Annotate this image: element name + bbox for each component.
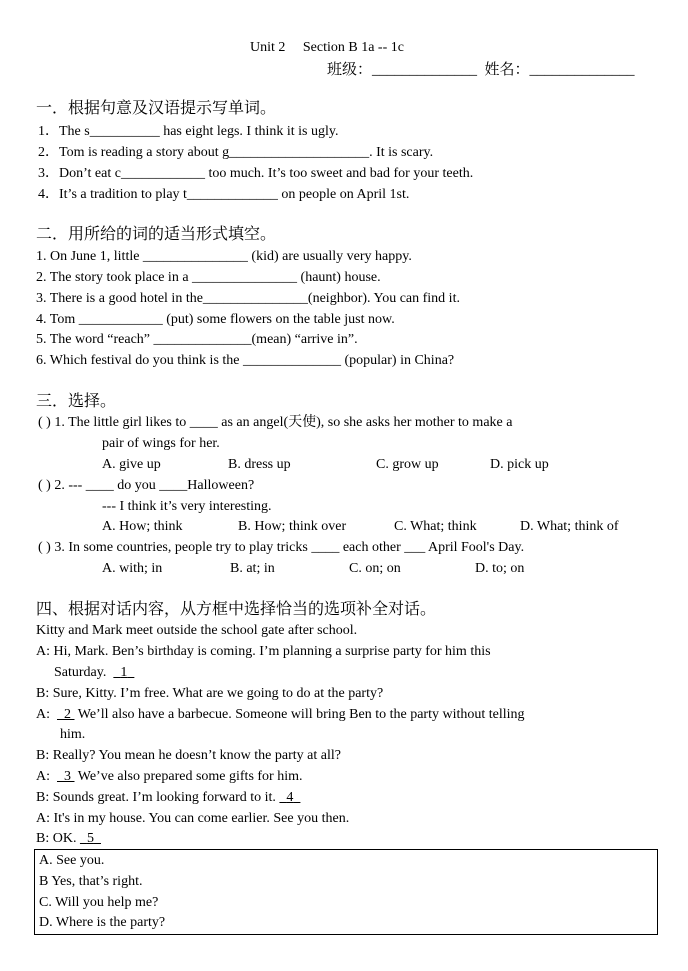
s2-item-1: 1. On June 1, little _______________ (kid) are usually very happy.	[36, 249, 412, 264]
blank-5	[80, 831, 101, 846]
s4-intro: Kitty and Mark meet outside the school gate after school.	[36, 623, 358, 638]
blank-5-number: 5	[86, 831, 94, 846]
s1-item-4: 4．It’s a tradition to play t_____________ on people on April 1st.	[38, 187, 410, 202]
s4-dialog-a3	[36, 767, 303, 787]
section-3-heading: 三．选择。	[36, 393, 117, 410]
section-1-heading: 一．根据句意及汉语提示写单词。	[36, 100, 277, 117]
s3-q1-option-c: C. grow up	[376, 457, 439, 472]
options-box	[34, 849, 658, 935]
class-label: 班级：	[327, 62, 373, 78]
option-a: A. See you.	[39, 853, 105, 868]
section-2-heading: 二．用所给的词的适当形式填空。	[36, 226, 277, 243]
s3-q1-option-a: A. give up	[102, 457, 161, 472]
s3-q2-stem-cont: --- I think it’s very interesting.	[102, 499, 272, 514]
s3-q1-stem-cont: pair of wings for her.	[102, 436, 220, 451]
s4-dialog-b4	[36, 829, 101, 849]
s4-dialog-a2-cont: him.	[60, 727, 86, 742]
s4-dialog-a1-cont-text: Saturday.	[54, 665, 107, 680]
blank-4	[279, 790, 300, 805]
s1-item-3: 3．Don’t eat c____________ too much. It’s too sweet and bad for your teeth.	[38, 166, 474, 181]
blank-1	[113, 665, 134, 680]
s3-q3-option-d: D. to; on	[475, 561, 525, 576]
name-label: 姓名：	[484, 62, 530, 78]
title-section: Section B 1a -- 1c	[302, 40, 404, 55]
s3-q2-option-a: A. How; think	[102, 519, 183, 534]
option-c: C. Will you help me?	[39, 895, 159, 910]
s3-q3-option-a: A. with; in	[102, 561, 163, 576]
s2-item-6: 6. Which festival do you think is the ______________ (popular) in China?	[36, 353, 455, 368]
section-4-heading: 四、根据对话内容，从方框中选择恰当的选项补全对话。	[36, 601, 437, 618]
s4-speaker-a: A:	[36, 707, 50, 722]
class-name-line	[327, 60, 635, 80]
option-d: D. Where is the party?	[39, 915, 166, 930]
s3-q3-option-b: B. at; in	[230, 561, 275, 576]
blank-3-number: 3	[64, 769, 71, 784]
s3-q1-stem: ( ) 1. The little girl likes to ____ as an angel(天使), so she asks her mother to make a	[38, 415, 513, 430]
s4-dialog-b1: B: Sure, Kitty. I’m free. What are we going to do at the party?	[36, 686, 384, 701]
s4-dialog-b2: B: Really? You mean he doesn’t know the party at all?	[36, 748, 341, 763]
blank-1-number: 1	[120, 665, 128, 680]
option-b: B Yes, that’s right.	[39, 874, 143, 889]
s4-dialog-a2-text: We’ll also have a barbecue. Someone will bring Ben to the party without telling	[77, 707, 525, 722]
s3-q3-stem: ( ) 3. In some countries, people try to play tricks ____ each other ___ April Fool's Day.	[38, 540, 525, 555]
s1-item-1: 1．The s__________ has eight legs. I think it is ugly.	[38, 124, 339, 139]
s4-dialog-b3	[36, 788, 300, 808]
class-blank[interactable]: ______________	[372, 62, 478, 78]
s4-dialog-b4-text: B: OK.	[36, 831, 77, 846]
s3-q2-option-c: C. What; think	[394, 519, 477, 534]
name-blank[interactable]: ______________	[529, 62, 635, 78]
s4-dialog-b3-text: B: Sounds great. I’m looking forward to it.	[36, 790, 276, 805]
s4-dialog-a1-cont	[54, 663, 134, 683]
s3-q2-stem: ( ) 2. --- ____ do you ____Halloween?	[38, 478, 255, 493]
s3-q2-option-b: B. How; think over	[238, 519, 347, 534]
blank-4-number: 4	[286, 790, 294, 805]
s2-item-2: 2. The story took place in a _______________ (haunt) house.	[36, 270, 381, 285]
s4-dialog-a4: A: It's in my house. You can come earlier. See you then.	[36, 811, 350, 826]
s3-q1-option-d: D. pick up	[490, 457, 549, 472]
s4-dialog-a3-text: We’ve also prepared some gifts for him.	[77, 769, 303, 784]
s4-speaker-a-2: A:	[36, 769, 50, 784]
s2-item-5: 5. The word “reach” ______________(mean) “arrive in”.	[36, 332, 358, 347]
s1-item-2: 2．Tom is reading a story about g____________________. It is scary.	[38, 145, 434, 160]
s4-dialog-a1: A: Hi, Mark. Ben’s birthday is coming. I’m planning a surprise party for him this	[36, 644, 491, 659]
title-unit: Unit 2	[250, 40, 286, 55]
s2-item-4: 4. Tom ____________ (put) some flowers on the table just now.	[36, 312, 395, 327]
s2-item-3: 3. There is a good hotel in the_______________(neighbor). You can find it.	[36, 291, 460, 306]
worksheet-title	[250, 38, 404, 58]
s3-q1-option-b: B. dress up	[228, 457, 291, 472]
s4-dialog-a2	[36, 705, 525, 725]
s3-q3-option-c: C. on; on	[349, 561, 401, 576]
blank-3	[57, 769, 75, 784]
s3-q2-option-d: D. What; think of	[520, 519, 619, 534]
blank-2	[57, 707, 75, 722]
blank-2-number: 2	[64, 707, 71, 722]
